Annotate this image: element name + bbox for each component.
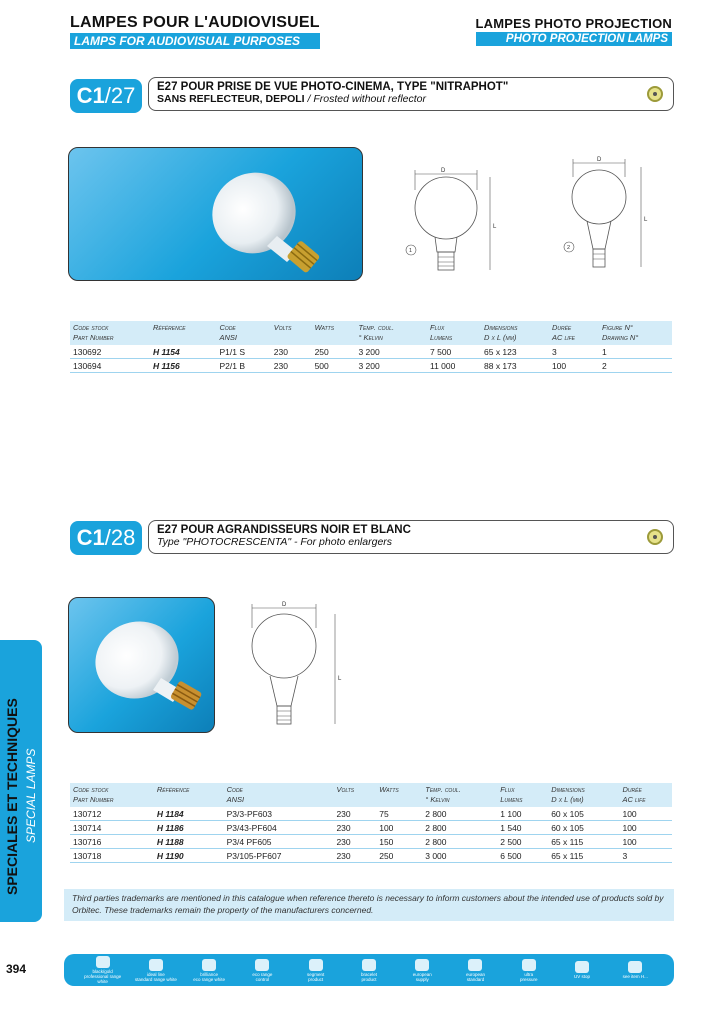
legend-symbol-icon bbox=[202, 959, 216, 971]
table-cell: 60 x 105 bbox=[548, 821, 619, 835]
reference-cell: H 1156 bbox=[150, 359, 217, 373]
table-cell: 3 bbox=[619, 849, 672, 863]
legend-symbol-icon bbox=[415, 959, 429, 971]
footer-legend-label: see item H... bbox=[622, 974, 648, 979]
footer-legend-item bbox=[559, 961, 605, 979]
table-cell: 2 500 bbox=[497, 835, 548, 849]
table-cell: 3 200 bbox=[355, 345, 427, 359]
table-cell: 6 500 bbox=[497, 849, 548, 863]
header-right bbox=[476, 16, 673, 46]
footer-legend-item bbox=[452, 959, 498, 982]
sidebar-title-en: SPECIAL LAMPS bbox=[24, 748, 38, 843]
table-header-row bbox=[70, 783, 672, 807]
reference-cell: H 1188 bbox=[154, 835, 224, 849]
legend-symbol-icon bbox=[628, 961, 642, 973]
section2-drawing-d-label: D bbox=[282, 602, 287, 608]
table-cell: 230 bbox=[333, 807, 376, 821]
reference-cell: H 1190 bbox=[154, 849, 224, 863]
table-cell: 230 bbox=[333, 835, 376, 849]
table-cell: 100 bbox=[549, 359, 599, 373]
table-row bbox=[70, 359, 672, 373]
section1-drawing2-l-label: L bbox=[644, 217, 648, 223]
table-cell: 1 100 bbox=[497, 807, 548, 821]
reference-cell: H 1184 bbox=[154, 807, 224, 821]
table-row bbox=[70, 821, 672, 835]
column-header: Code ANSI bbox=[217, 321, 271, 345]
table-cell: 230 bbox=[333, 821, 376, 835]
table-cell: 65 x 123 bbox=[481, 345, 549, 359]
section1-title-box bbox=[148, 77, 674, 111]
section1-code bbox=[70, 79, 142, 113]
column-header: Code stock Part Number bbox=[70, 321, 150, 345]
column-header: Référence bbox=[154, 783, 224, 807]
lamp-type-badge-icon bbox=[647, 86, 663, 102]
table-row bbox=[70, 849, 672, 863]
lamp-type-badge-icon bbox=[647, 529, 663, 545]
table-row bbox=[70, 345, 672, 359]
table-cell: 250 bbox=[376, 849, 422, 863]
footer-legend-label: segment product bbox=[307, 971, 325, 982]
footer-legend-item bbox=[506, 959, 552, 982]
column-header: Dimensions D x L (mm) bbox=[548, 783, 619, 807]
table-cell: 88 x 173 bbox=[481, 359, 549, 373]
section2-drawing bbox=[240, 598, 360, 733]
column-header: Volts bbox=[333, 783, 376, 807]
footer-legend-item bbox=[133, 959, 179, 982]
section1-code-prefix: C1 bbox=[76, 83, 105, 108]
column-header: Flux Lumens bbox=[497, 783, 548, 807]
section2-subtitle-en: - For photo enlargers bbox=[291, 536, 393, 548]
section1-drawing2-fig-label: 2 bbox=[567, 245, 571, 251]
section1-subtitle-en: / Frosted without reflector bbox=[304, 93, 426, 105]
table-cell: 230 bbox=[271, 345, 312, 359]
table-cell: 3 bbox=[549, 345, 599, 359]
table-cell: P3/3-PF603 bbox=[224, 807, 334, 821]
footer-legend-item bbox=[293, 959, 339, 982]
header-category-fr: LAMPES PHOTO PROJECTION bbox=[475, 16, 672, 31]
footer-legend-item bbox=[346, 959, 392, 982]
footer-legend-item bbox=[186, 959, 232, 982]
page-number: 394 bbox=[6, 962, 27, 976]
footer-legend-label: european standard bbox=[465, 971, 485, 982]
legend-symbol-icon bbox=[362, 959, 376, 971]
footer-legend-label: UV stop bbox=[574, 974, 591, 979]
table-cell: 130694 bbox=[70, 359, 150, 373]
table-header-row bbox=[70, 321, 672, 345]
footer-legend-label: european supply bbox=[412, 971, 432, 982]
column-header: Flux Lumens bbox=[427, 321, 481, 345]
column-header: Temp. coul. ° Kelvin bbox=[355, 321, 427, 345]
table-cell: P3/43-PF604 bbox=[224, 821, 334, 835]
section2-drawing-l-label: L bbox=[338, 676, 342, 682]
column-header: Code ANSI bbox=[224, 783, 334, 807]
section2-code bbox=[70, 521, 142, 555]
table-row bbox=[70, 807, 672, 821]
footer-legend-label: black/gold professional range white bbox=[84, 969, 122, 984]
section1-subtitle bbox=[157, 93, 665, 105]
table-cell: 100 bbox=[619, 807, 672, 821]
sidebar-title-fr: SPECIALES ET TECHNIQUES bbox=[4, 698, 20, 895]
column-header: Watts bbox=[376, 783, 422, 807]
section2-title-box bbox=[148, 520, 674, 554]
opal-bulb-image bbox=[69, 598, 215, 733]
legend-symbol-icon bbox=[522, 959, 536, 971]
frosted-bulb-image bbox=[69, 148, 363, 281]
section2-lamp-photo bbox=[68, 597, 215, 733]
footer-legend-label: eco range control bbox=[252, 971, 273, 982]
footer-legend-item bbox=[399, 959, 445, 982]
legend-symbol-icon bbox=[309, 959, 323, 971]
footer-legend-item bbox=[80, 956, 126, 984]
table-cell: 3 000 bbox=[422, 849, 497, 863]
column-header: Watts bbox=[312, 321, 356, 345]
column-header: Durée AC life bbox=[549, 321, 599, 345]
legend-symbol-icon bbox=[575, 961, 589, 973]
table-cell: 1 540 bbox=[497, 821, 548, 835]
section1-title: E27 POUR PRISE DE VUE PHOTO-CINEMA, TYPE "NITRAPHOT" bbox=[157, 81, 509, 93]
table-cell: 100 bbox=[376, 821, 422, 835]
table-cell: 130718 bbox=[70, 849, 154, 863]
table-cell: 500 bbox=[312, 359, 356, 373]
footer-legend-bar bbox=[64, 954, 674, 986]
column-header: Volts bbox=[271, 321, 312, 345]
table-cell: 11 000 bbox=[427, 359, 481, 373]
section1-spec-table bbox=[70, 321, 672, 373]
table-cell: 3 200 bbox=[355, 359, 427, 373]
section2-subtitle bbox=[157, 536, 665, 548]
section1-drawing-1 bbox=[395, 160, 525, 285]
legend-symbol-icon bbox=[255, 959, 269, 971]
column-header: Code stock Part Number bbox=[70, 783, 154, 807]
footer-legend-label: brilliance eco range white bbox=[193, 971, 226, 982]
table-cell: 250 bbox=[312, 345, 356, 359]
table-cell: 2 bbox=[599, 359, 672, 373]
table-cell: 1 bbox=[599, 345, 672, 359]
trademark-notice: Third parties trademarks are mentioned in this catalogue when reference thereto is necessary to inform customers about the intended use of products sold by Orbitec. These trademarks remain the property of the manufacturers concerned. bbox=[64, 889, 674, 921]
reference-cell: H 1154 bbox=[150, 345, 217, 359]
section2-subtitle-fr: Type "PHOTOCRESCENTA" bbox=[157, 536, 292, 548]
header-title-fr: LAMPES POUR L'AUDIOVISUEL bbox=[70, 14, 320, 31]
table-row bbox=[70, 835, 672, 849]
header-title-en: LAMPS FOR AUDIOVISUAL PURPOSES bbox=[70, 33, 320, 49]
table-cell: 2 800 bbox=[422, 835, 497, 849]
column-header: Référence bbox=[150, 321, 217, 345]
reference-cell: H 1186 bbox=[154, 821, 224, 835]
footer-legend-item bbox=[612, 961, 658, 979]
footer-legend-item bbox=[239, 959, 285, 982]
footer-legend-label: ideal line standard range white bbox=[134, 971, 177, 982]
table-cell: 130692 bbox=[70, 345, 150, 359]
table-cell: 130716 bbox=[70, 835, 154, 849]
legend-symbol-icon bbox=[468, 959, 482, 971]
section1-lamp-photo bbox=[68, 147, 363, 281]
table-cell: 130712 bbox=[70, 807, 154, 821]
column-header: Figure N° Drawing N° bbox=[599, 321, 672, 345]
table-cell: 7 500 bbox=[427, 345, 481, 359]
table-cell: 230 bbox=[271, 359, 312, 373]
section1-drawing-2 bbox=[555, 155, 675, 285]
section2-code-prefix: C1 bbox=[76, 525, 105, 550]
section1-code-num: /27 bbox=[104, 83, 136, 108]
column-header: Temp. coul. ° Kelvin bbox=[422, 783, 497, 807]
table-cell: 230 bbox=[333, 849, 376, 863]
table-cell: P3/4 PF605 bbox=[224, 835, 334, 849]
table-cell: 75 bbox=[376, 807, 422, 821]
table-cell: 130714 bbox=[70, 821, 154, 835]
table-cell: P1/1 S bbox=[217, 345, 271, 359]
table-cell: 60 x 105 bbox=[548, 807, 619, 821]
footer-legend-label: bracelet product bbox=[360, 971, 377, 982]
section1-drawing1-d-label: D bbox=[441, 168, 446, 174]
section1-subtitle-fr: SANS REFLECTEUR, DEPOLI bbox=[157, 93, 305, 105]
table-cell: 2 800 bbox=[422, 821, 497, 835]
legend-symbol-icon bbox=[149, 959, 163, 971]
column-header: Durée AC life bbox=[619, 783, 672, 807]
section1-drawing1-fig-label: 1 bbox=[409, 248, 413, 254]
table-cell: 65 x 115 bbox=[548, 849, 619, 863]
table-cell: 100 bbox=[619, 835, 672, 849]
header-category-en: PHOTO PROJECTION LAMPS bbox=[476, 32, 673, 46]
section1-drawing2-d-label: D bbox=[597, 157, 602, 163]
section2-spec-table bbox=[70, 783, 672, 863]
section2-title: E27 POUR AGRANDISSEURS NOIR ET BLANC bbox=[157, 524, 411, 536]
section1-drawing1-l-label: L bbox=[493, 224, 497, 230]
table-cell: 150 bbox=[376, 835, 422, 849]
header-left bbox=[70, 14, 320, 49]
section2-code-num: /28 bbox=[104, 525, 136, 550]
footer-legend-label: ultra pressure bbox=[519, 971, 538, 982]
table-cell: 65 x 115 bbox=[548, 835, 619, 849]
table-cell: 100 bbox=[619, 821, 672, 835]
legend-symbol-icon bbox=[96, 956, 110, 968]
table-cell: P3/105-PF607 bbox=[224, 849, 334, 863]
table-cell: 2 800 bbox=[422, 807, 497, 821]
column-header: Dimensions D x L (mm) bbox=[481, 321, 549, 345]
table-cell: P2/1 B bbox=[217, 359, 271, 373]
